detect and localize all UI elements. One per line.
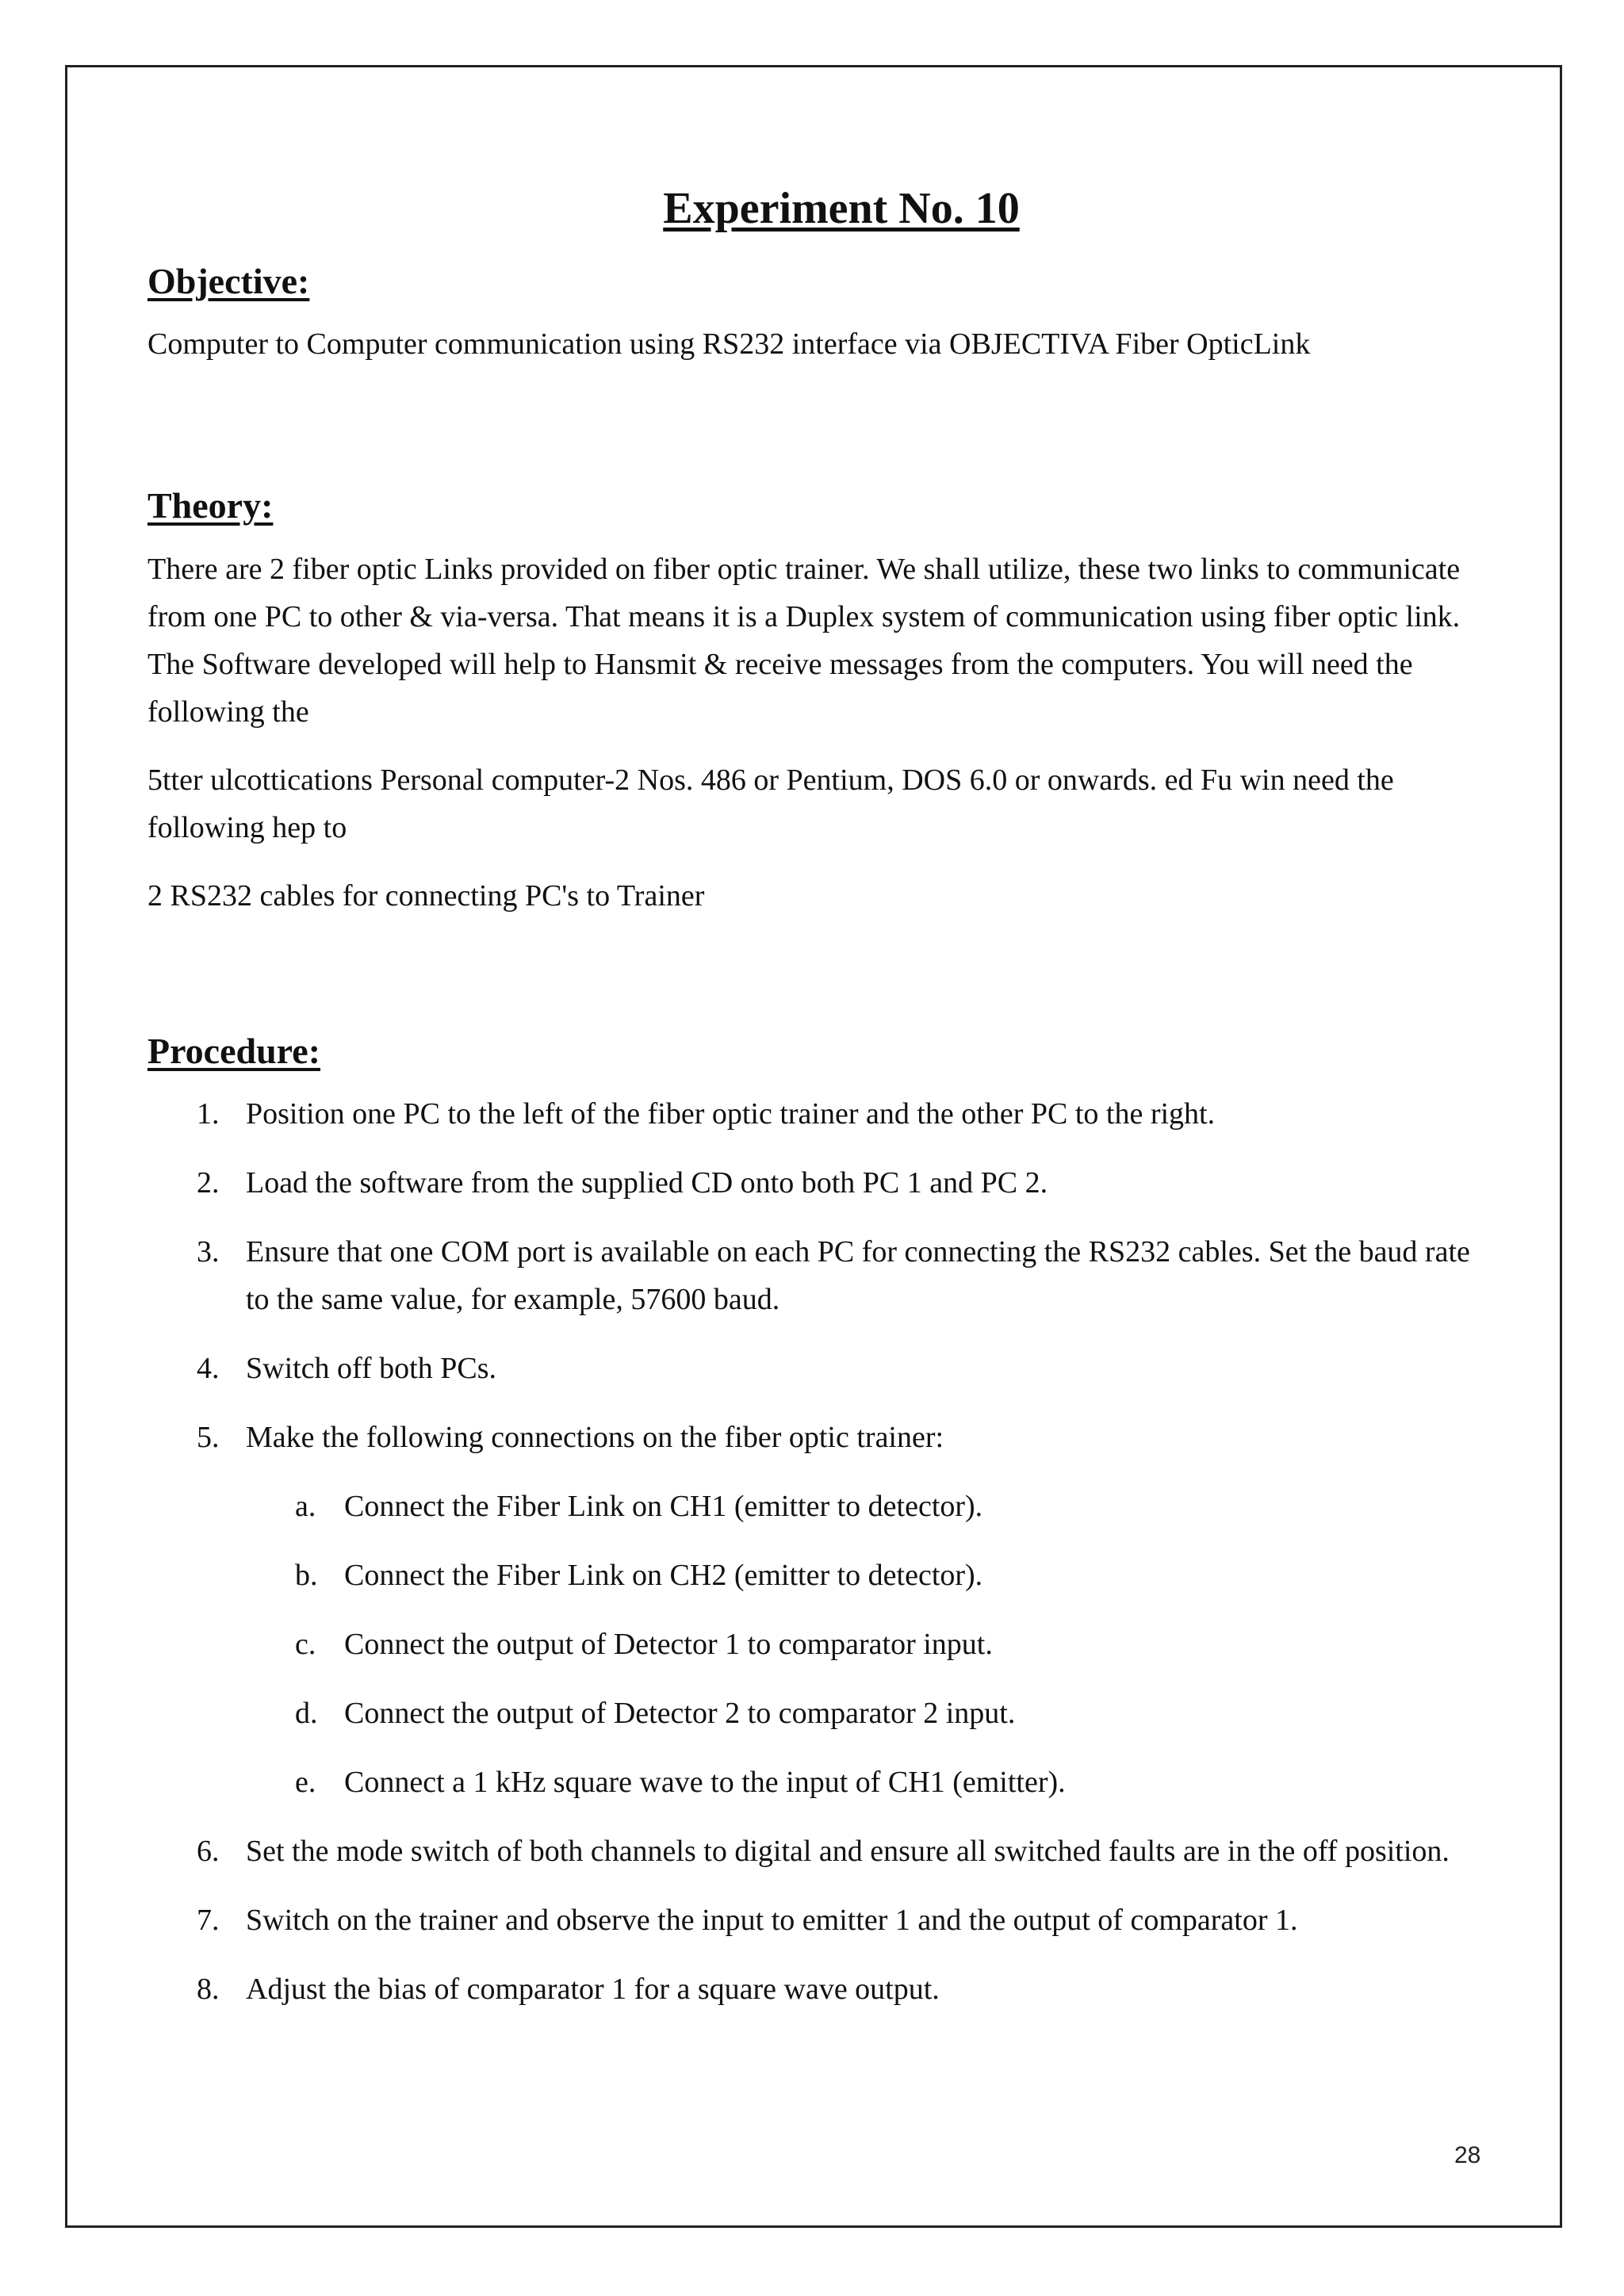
theory-paragraph-2: 5tter ulcottications Personal computer-2 Nos. 486 or Pentium, DOS 6.0 or onwards. ed Fu win need the following hep to xyxy=(147,763,1394,844)
theory-paragraph-1: There are 2 fiber optic Links provided on fiber optic trainer. We shall utilize, these two links to communicate from one PC to other & via-versa. That means it is a Duplex system of communication using fiber optic link. The Software developed will help to Hansmit & receive messages from the computers. You will need the following the xyxy=(147,552,1461,729)
substep-text: Connect the output of Detector 2 to comparator 2 input. xyxy=(344,1696,1016,1730)
procedure-step xyxy=(147,1159,1496,1207)
step-text: Load the software from the supplied CD onto both PC 1 and PC 2. xyxy=(246,1165,1048,1200)
step-number: 4. xyxy=(197,1351,220,1385)
step-text: Position one PC to the left of the fiber optic trainer and the other PC to the right. xyxy=(246,1096,1216,1131)
step-number: 1. xyxy=(197,1096,220,1131)
procedure-step xyxy=(147,1896,1496,1944)
substep-letter: c. xyxy=(295,1627,316,1661)
substep-text: Connect a 1 kHz square wave to the input of CH1 (emitter). xyxy=(344,1765,1066,1799)
step-number: 6. xyxy=(197,1834,220,1868)
theory-paragraph-3: 2 RS232 cables for connecting PC's to Trainer xyxy=(147,878,705,913)
procedure-step xyxy=(147,1345,1496,1392)
substep-text: Connect the output of Detector 1 to comparator input. xyxy=(344,1627,993,1661)
step-number: 5. xyxy=(197,1420,220,1454)
connection-substep xyxy=(246,1552,1496,1599)
procedure-heading: Procedure: xyxy=(147,1030,321,1071)
page-number: 28 xyxy=(1454,2142,1481,2168)
step-text: Make the following connections on the fiber optic trainer: xyxy=(246,1420,944,1454)
procedure-step xyxy=(147,1414,1496,1806)
objective-heading: Objective: xyxy=(147,261,310,302)
connection-substeps xyxy=(246,1483,1496,1806)
substep-text: Connect the Fiber Link on CH1 (emitter to detector). xyxy=(344,1489,983,1523)
step-number: 3. xyxy=(197,1234,220,1269)
connection-substep xyxy=(246,1483,1496,1530)
step-text: Ensure that one COM port is available on each PC for connecting the RS232 cables. Set the baud rate to the same value, for example, 57600 baud. xyxy=(246,1234,1470,1316)
procedure-step xyxy=(147,1965,1496,2013)
step-text: Adjust the bias of comparator 1 for a square wave output. xyxy=(246,1972,940,2006)
objective-text: Computer to Computer communication using RS232 interface via OBJECTIVA Fiber OpticLink xyxy=(147,327,1311,362)
procedure-step xyxy=(147,1090,1496,1138)
procedure-step xyxy=(147,1228,1496,1323)
procedure-step xyxy=(147,1827,1496,1875)
step-text: Set the mode switch of both channels to digital and ensure all switched faults are in the off position. xyxy=(246,1834,1450,1868)
substep-letter: b. xyxy=(295,1558,318,1592)
step-number: 2. xyxy=(197,1165,220,1200)
theory-heading: Theory: xyxy=(147,485,274,526)
substep-letter: d. xyxy=(295,1696,318,1730)
substep-letter: e. xyxy=(295,1765,316,1799)
procedure-steps xyxy=(147,1090,1496,2013)
step-number: 7. xyxy=(197,1903,220,1937)
step-text: Switch off both PCs. xyxy=(246,1351,497,1385)
page-title: Experiment No. 10 xyxy=(663,184,1020,233)
connection-substep xyxy=(246,1621,1496,1668)
connection-substep xyxy=(246,1758,1496,1806)
step-number: 8. xyxy=(197,1972,220,2006)
step-text: Switch on the trainer and observe the input to emitter 1 and the output of comparator 1. xyxy=(246,1903,1298,1937)
substep-letter: a. xyxy=(295,1489,316,1523)
substep-text: Connect the Fiber Link on CH2 (emitter to detector). xyxy=(344,1558,983,1592)
document-body xyxy=(147,182,1496,2034)
connection-substep xyxy=(246,1689,1496,1737)
